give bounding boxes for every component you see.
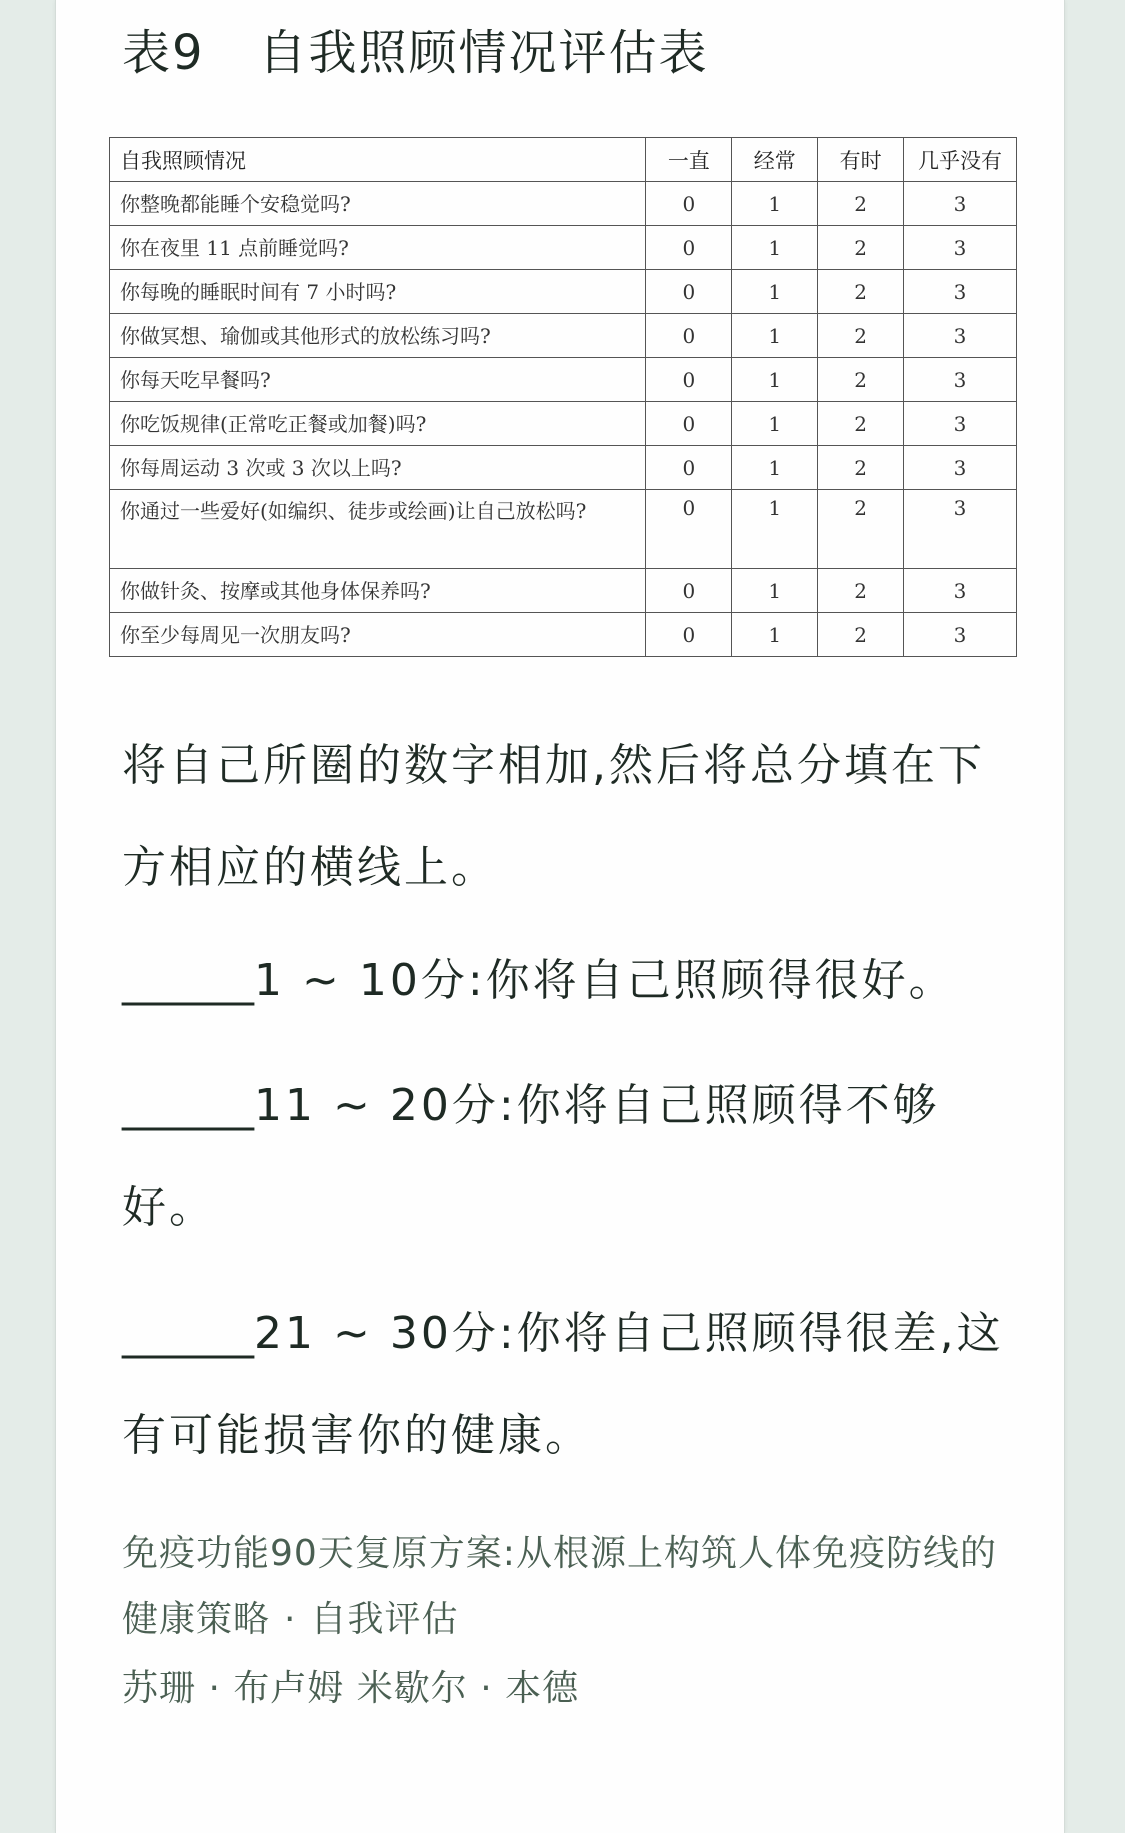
table-row bbox=[110, 402, 1017, 446]
table-header-row bbox=[110, 138, 1017, 182]
table-row bbox=[110, 182, 1017, 226]
question-cell: 你在夜里 11 点前睡觉吗? bbox=[110, 226, 646, 270]
chapter-title: 自我评估 bbox=[310, 1599, 459, 1640]
score-range-text: 你将自己照顾得很差,这有可能损害你的健康。 bbox=[122, 1308, 1004, 1461]
header-often: 经常 bbox=[732, 138, 818, 182]
score-cell: 3 bbox=[904, 402, 1017, 446]
score-cell: 0 bbox=[646, 402, 732, 446]
score-cell: 2 bbox=[818, 226, 904, 270]
score-range-1: ______1 ~ 10分:你将自己照顾得很好。 bbox=[122, 955, 956, 1006]
question-cell: 你做冥想、瑜伽或其他形式的放松练习吗? bbox=[110, 314, 646, 358]
score-cell: 3 bbox=[904, 314, 1017, 358]
score-cell: 2 bbox=[818, 490, 904, 569]
score-cell: 2 bbox=[818, 446, 904, 490]
table-row bbox=[110, 490, 1017, 569]
score-cell: 3 bbox=[904, 182, 1017, 226]
document-page bbox=[55, 0, 1065, 1833]
score-cell: 3 bbox=[904, 226, 1017, 270]
score-range-label: 11 ~ 20分 bbox=[254, 1080, 499, 1131]
score-cell: 2 bbox=[818, 569, 904, 613]
score-cell: 2 bbox=[818, 358, 904, 402]
score-blank: ______ bbox=[122, 955, 254, 1006]
score-cell: 1 bbox=[732, 446, 818, 490]
score-cell: 1 bbox=[732, 358, 818, 402]
score-cell: 2 bbox=[818, 270, 904, 314]
table-number: 表9 bbox=[122, 25, 205, 81]
question-cell: 你每天吃早餐吗? bbox=[110, 358, 646, 402]
table-row bbox=[110, 358, 1017, 402]
score-cell: 1 bbox=[732, 613, 818, 657]
score-cell: 0 bbox=[646, 226, 732, 270]
score-blank: ______ bbox=[122, 1308, 254, 1359]
score-cell: 0 bbox=[646, 314, 732, 358]
score-range-2: ______11 ~ 20分:你将自己照顾得不够好。 bbox=[122, 1080, 940, 1233]
score-cell: 0 bbox=[646, 182, 732, 226]
score-range-3: ______21 ~ 30分:你将自己照顾得很差,这有可能损害你的健康。 bbox=[122, 1308, 1004, 1461]
table-row bbox=[110, 270, 1017, 314]
score-cell: 0 bbox=[646, 613, 732, 657]
assessment-table bbox=[109, 137, 1017, 657]
header-item: 自我照顾情况 bbox=[110, 138, 646, 182]
source-citation bbox=[122, 1521, 1012, 1653]
score-cell: 1 bbox=[732, 314, 818, 358]
book-title: 免疫功能90天复原方案:从根源上构筑人体免疫防线的健康策略 bbox=[122, 1533, 997, 1640]
instruction-text: 将自己所圈的数字相加,然后将总分填在下方相应的横线上。 bbox=[122, 740, 985, 893]
score-range-label: 21 ~ 30分 bbox=[254, 1308, 499, 1359]
score-cell: 2 bbox=[818, 182, 904, 226]
score-cell: 2 bbox=[818, 314, 904, 358]
score-cell: 3 bbox=[904, 446, 1017, 490]
citation-separator: · bbox=[284, 1599, 297, 1640]
question-cell: 你做针灸、按摩或其他身体保养吗? bbox=[110, 569, 646, 613]
score-cell: 1 bbox=[732, 569, 818, 613]
score-cell: 3 bbox=[904, 613, 1017, 657]
score-cell: 0 bbox=[646, 569, 732, 613]
header-always: 一直 bbox=[646, 138, 732, 182]
score-cell: 0 bbox=[646, 490, 732, 569]
table-row bbox=[110, 446, 1017, 490]
table-title bbox=[122, 14, 709, 83]
table-row bbox=[110, 226, 1017, 270]
table-row bbox=[110, 314, 1017, 358]
score-cell: 3 bbox=[904, 490, 1017, 569]
score-cell: 3 bbox=[904, 569, 1017, 613]
table-title-text: 自我照顾情况评估表 bbox=[258, 25, 709, 81]
header-sometimes: 有时 bbox=[818, 138, 904, 182]
score-cell: 0 bbox=[646, 270, 732, 314]
score-cell: 2 bbox=[818, 613, 904, 657]
score-cell: 3 bbox=[904, 358, 1017, 402]
score-cell: 2 bbox=[818, 402, 904, 446]
table-row bbox=[110, 613, 1017, 657]
score-cell: 1 bbox=[732, 490, 818, 569]
question-cell: 你每周运动 3 次或 3 次以上吗? bbox=[110, 446, 646, 490]
score-cell: 1 bbox=[732, 270, 818, 314]
score-cell: 0 bbox=[646, 358, 732, 402]
question-cell: 你每晚的睡眠时间有 7 小时吗? bbox=[110, 270, 646, 314]
question-cell: 你整晚都能睡个安稳觉吗? bbox=[110, 182, 646, 226]
header-rarely: 几乎没有 bbox=[904, 138, 1017, 182]
question-cell: 你至少每周见一次朋友吗? bbox=[110, 613, 646, 657]
score-range-text: 你将自己照顾得不够好。 bbox=[122, 1080, 940, 1233]
table-row bbox=[110, 569, 1017, 613]
score-cell: 1 bbox=[732, 182, 818, 226]
question-cell: 你通过一些爱好(如编织、徒步或绘画)让自己放松吗? bbox=[110, 490, 646, 569]
score-cell: 3 bbox=[904, 270, 1017, 314]
score-cell: 0 bbox=[646, 446, 732, 490]
score-blank: ______ bbox=[122, 1080, 254, 1131]
score-cell: 1 bbox=[732, 226, 818, 270]
score-range-label: 1 ~ 10分 bbox=[254, 955, 468, 1006]
author-names: 苏珊 · 布卢姆 米歇尔 · 本德 bbox=[122, 1668, 580, 1709]
score-cell: 1 bbox=[732, 402, 818, 446]
score-range-text: 你将自己照顾得很好。 bbox=[485, 955, 956, 1006]
question-cell: 你吃饭规律(正常吃正餐或加餐)吗? bbox=[110, 402, 646, 446]
